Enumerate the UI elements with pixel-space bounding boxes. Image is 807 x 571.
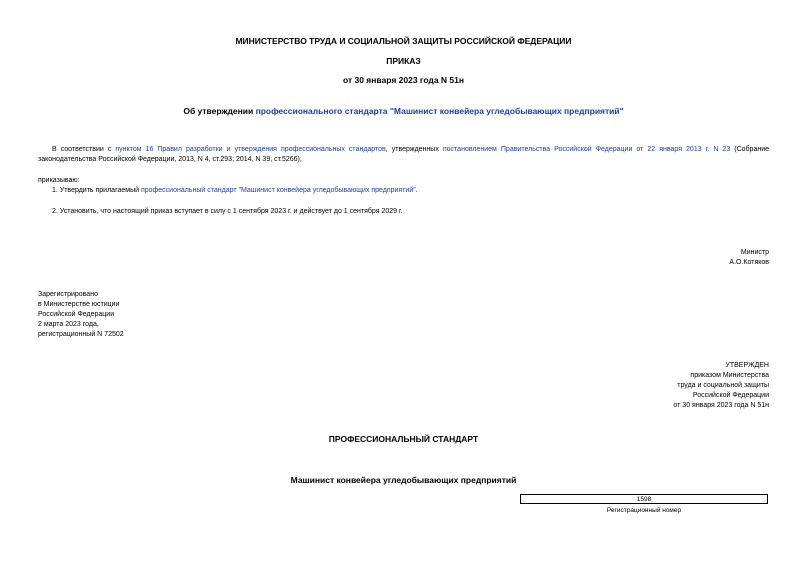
registration-line-4: 2 марта 2023 года, <box>38 320 99 328</box>
government-decree-link[interactable]: постановлением Правительства Российской Федерации от 22 января 2013 г. N 23 <box>442 146 731 153</box>
order-word: приказываю: <box>38 177 80 184</box>
approved-line-3: труда и социальной защиты <box>677 381 769 389</box>
doc-title-standard-link[interactable]: профессионального стандарта "Машинист конвейера угледобывающих предприятий" <box>255 106 624 116</box>
doc-title <box>38 105 769 117</box>
standard-name: Машинист конвейера угледобывающих предприятий <box>290 475 517 485</box>
order-item-1-end: . <box>415 187 418 194</box>
order-item-1-text: 1. Утвердить прилагаемый <box>52 187 141 194</box>
signature-block <box>729 248 769 268</box>
professional-standard-link[interactable]: профессиональный стандарт "Машинист конвейера угледобывающих предприятий" <box>140 187 416 194</box>
approved-line-1: УТВЕРЖДЕН <box>725 362 769 369</box>
order-item-1 <box>52 186 418 196</box>
document-page <box>38 0 769 571</box>
doc-title-prefix: Об утверждении <box>183 106 256 116</box>
registration-line-5: регистрационный N 72502 <box>38 330 124 338</box>
registration-line-2: в Министерстве юстиции <box>38 300 120 308</box>
registration-block <box>38 290 124 340</box>
registration-number-caption: Регистрационный номер <box>606 507 682 514</box>
approved-line-2: приказом Министерства <box>690 371 769 379</box>
doc-date-heading: от 30 января 2023 года N 51н <box>342 75 464 85</box>
preamble-text-1: В соответствии с <box>52 146 116 153</box>
registration-number-box: 1598 <box>520 494 768 504</box>
signature-name: А.О.Котяков <box>729 258 769 266</box>
standard-heading: ПРОФЕССИОНАЛЬНЫЙ СТАНДАРТ <box>328 434 479 444</box>
ministry-heading: МИНИСТЕРСТВО ТРУДА И СОЦИАЛЬНОЙ ЗАЩИТЫ РОССИЙСКОЙ ФЕДЕРАЦИИ <box>235 36 572 46</box>
approved-block <box>673 361 769 411</box>
approved-line-5: от 30 января 2023 года N 51н <box>673 401 769 409</box>
order-item-2: 2. Установить, что настоящий приказ вступает в силу с 1 сентября 2023 г. и действует до 1 сентября 2029 г. <box>52 208 403 215</box>
preamble-paragraph <box>38 145 769 165</box>
rules-point-16-link[interactable]: пунктом 16 Правил разработки и утверждения профессиональных стандартов <box>115 146 386 153</box>
doc-type-heading: ПРИКАЗ <box>386 56 421 66</box>
registration-line-1: Зарегистрировано <box>38 291 98 298</box>
signature-position: Министр <box>740 249 769 256</box>
approved-line-4: Российской Федерации <box>692 391 769 399</box>
preamble-text-2: , утвержденных <box>385 146 443 153</box>
preamble-text-3: (Собрание законодательства Российской Федерации, 2013, N 4, ст.293; 2014, N 39, ст.5266), <box>38 146 770 163</box>
registration-line-3: Российской Федерации <box>38 310 115 318</box>
